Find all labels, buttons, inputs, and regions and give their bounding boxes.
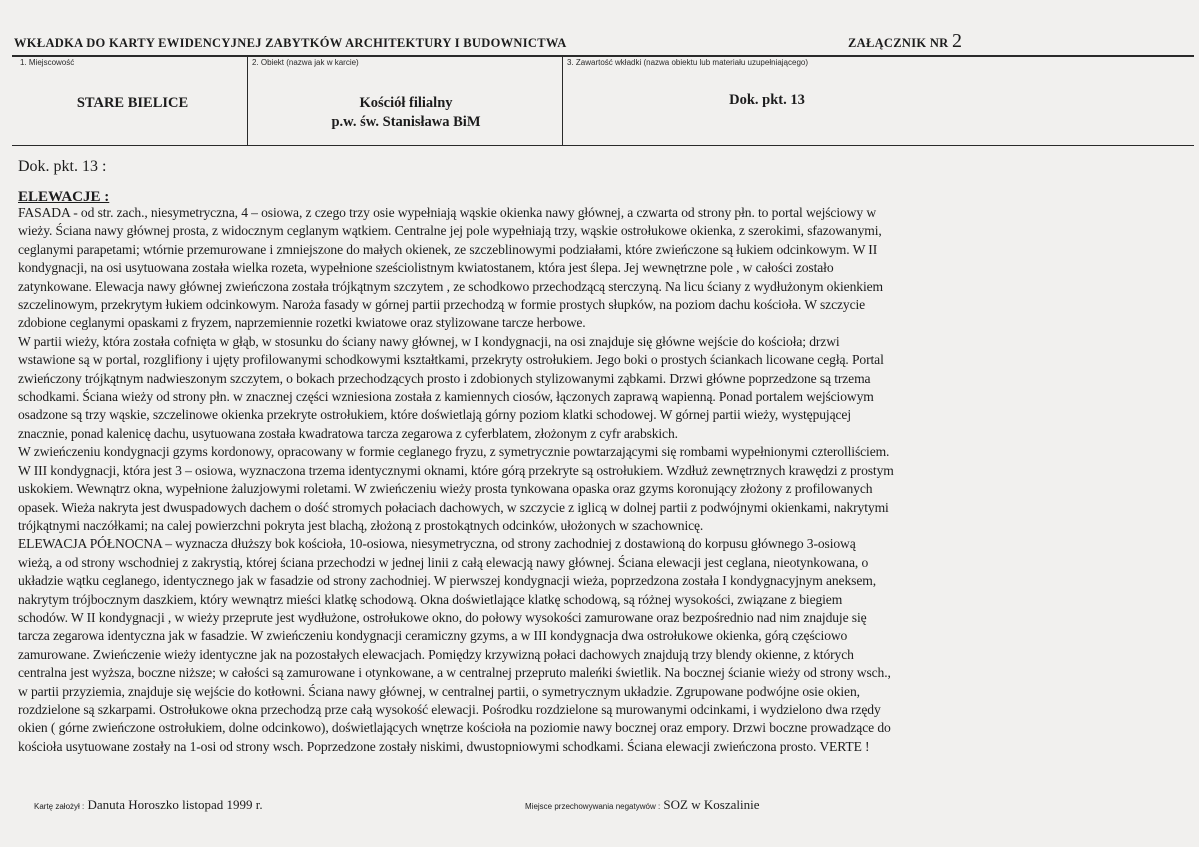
section-heading-elevations: ELEWACJE : (18, 189, 110, 205)
text-line: schodkami. Ściana wieży od strony płn. w znacznej części wzniesiona została z kamiennych ciosów, łączonych zaprawą wapienną. Ponad portalem wejściowym (18, 389, 874, 405)
storage-value: SOZ w Koszalinie (663, 797, 760, 812)
field-value-object (252, 94, 560, 132)
footer-compiler (34, 797, 263, 813)
text-line: rozdzielone są szkarpami. Ostrołukowe okna przechodzą prze całą wysokość elewacji. Pośrodku rozdzielone są murowanymi odcinkami, i wydzielono dwa rzędy (18, 701, 881, 717)
compiler-label: Kartę założył : (34, 802, 85, 811)
text-line: schodów. W II kondygnacji , w wieży przeprute jest wydłużone, ostrołukowe okno, do połowy wysokości zamurowane oraz bezpośrednio nad nim znajduje się (18, 609, 867, 625)
text-line: centralna jest wyższa, boczne niższe; w całości są zamurowane i otynkowane, a w centralnej przepruto maleńki świetlik. Na bocznej ścianie wieży od strony wsch., (18, 665, 891, 681)
text-line: zdobione ceglanymi opaskami z fryzem, naprzemiennie rozetki kwiatowe oraz stylizowane tarcze herbowe. (18, 315, 586, 331)
annex-number: 2 (951, 30, 963, 52)
text-line: wstawione są w portal, rozglifiony i ujęty profilowanymi schodkowymi kształtkami, przekryty ostrołukiem. Jego boki o prostych ściankach licowane cegłą. Portal (18, 352, 884, 368)
header-rule-top (12, 55, 1194, 57)
field-divider-1 (247, 57, 248, 145)
field-value-locality: STARE BIELICE (76, 95, 189, 111)
compiler-value: Danuta Horoszko listopad 1999 r. (87, 797, 263, 812)
text-line: kościoła usytuowane zostały na 1-osi od strony wsch. Poprzedzone zostały niskimi, dwustopniowymi schodkami. Ściana elewacji zwieńczona prosto. VERTE ! (18, 738, 870, 754)
field-divider-2 (562, 57, 563, 145)
text-line: znacznie, ponad kalenicę dachu, usytuowana została kwadratowa tarcza zegarowa z cyferblatem, złożonym z cyfr arabskich. (18, 425, 678, 441)
text-line: szczelinowym, przekrytym łukiem odcinkowym. Naroża fasady w górnej partii przechodzą w formie prostych słupków, na poziom dachu kościoła. W szczycie (18, 297, 866, 313)
text-line: trójkątnymi naczółkami; na calej powierzchni pokryta jest blachą, złożoną z prostokątnych odcinków, ułożonych w szachownicę. (18, 517, 704, 533)
text-line: opasek. Wieża nakryta jest dwuspadowych dachem o dość stromych połaciach dachowych, w szczycie z iglicą w dolnej partii z podwójnymi okienkami, nakrytymi (18, 499, 889, 515)
text-line: ceglanymi parapetami; wtórnie przemurowane i zmniejszone do małych okienek, ze szczeblinowymi podziałami, które zwieńczone są łukiem odcinkowym. W II (18, 241, 878, 257)
object-name-line1: Kościół filialny (359, 95, 453, 111)
text-line: nakrytym trójbocznym daszkiem, który wewnątrz mieści klatkę schodową. Okna doświetlające klatkę schodową, są różnej wysokości, związane z biegiem (18, 591, 843, 607)
text-line: W zwieńczeniu kondygnacji gzyms kordonowy, opracowany w formie ceglanego fryzu, z symetrycznie powtarzającymi się rombami wypełnionymi czterolliściem. (18, 444, 890, 460)
field-value-contents: Dok. pkt. 13 (729, 92, 805, 108)
text-line: W partii wieży, która została cofnięta w głąb, w stosunku do ściany nawy głównej, w I kondygnacji, na osi znajduje się główne wejście do kościoła; drzwi (18, 333, 840, 349)
text-line: wieżą, a od strony wschodniej z zakrystią, której ściana przechodzi w jednej linii z całą elewacją nawy głównej. Ściana elewacji jest ceglana, nieotynkowana, o (18, 554, 869, 570)
field-label-locality: 1. Miejscowość (20, 58, 75, 67)
header-rule-bottom (12, 145, 1194, 146)
text-line: kondygnacji, na osi usytuowana została wielka rozeta, wypełnione sześciolistnym kwiatostanem, która jest ślepa. Jej wewnętrzne pole , w całości zostało (18, 260, 834, 276)
annex-label-text: ZAŁĄCZNIK NR (848, 36, 949, 50)
text-line: okien ( górne zwieńczone ostrołukiem, dolne odcinkowo), doświetlających wnętrze kościoła na poziomie nawy bocznej oraz empory. Drzwi boczne prowadzące do (18, 720, 891, 736)
text-line: ELEWACJA PÓŁNOCNA – wyznacza dłuższy bok kościoła, 10-osiowa, niesymetryczna, od strony zachodniej z dostawioną do korpusu głównego 3-osiową (18, 536, 856, 552)
text-line: wieży. Ściana nawy głównej prosta, z widocznym ceglanym wątkiem. Centralne jej pole wypełniają trzy, wąskie ostrołukowe okienka, z szerokimi, sfazowanymi, (18, 223, 882, 239)
text-line: uskokiem. Wewnątrz okna, wypełnione żaluzjowymi roletami. W zwieńczeniu wieży prosta tynkowana opaska oraz gzyms koronujący złożony z profilowanych (18, 481, 873, 497)
field-label-object: 2. Obiekt (nazwa jak w karcie) (252, 58, 359, 67)
footer-storage (525, 797, 759, 813)
storage-label: Miejsce przechowywania negatywów : (525, 802, 661, 811)
document-reference: Dok. pkt. 13 : (18, 158, 107, 175)
text-line: zamurowane. Zwieńczenie wieży identyczne jak na pozostałych elewacjach. Pomiędzy krzywizną połaci dachowych znajdują trzy blendy okienne, z których (18, 646, 854, 662)
text-line: osadzone są trzy wąskie, szczelinowe okienka przekryte ostrołukiem, które doświetlają górny poziom klatki schodowej. W górnej partii wieży, występującej (18, 407, 851, 423)
field-label-contents: 3. Zawartość wkładki (nazwa obiektu lub materiału uzupełniającego) (567, 58, 809, 67)
text-line: zatynkowane. Elewacja nawy głównej zwieńczona została trójkątnym szczytem , ze schodkowo przechodzącą sterczyną. Na licu ściany z wydłużonym okienkiem (18, 278, 883, 294)
text-line: tarcza zegarowa identyczna jak w fasadzie. W zwieńczeniu kondygnacji ceramiczny gzyms, a w III kondygnacja dwa ostrołukowe okienka, górą częściowo (18, 628, 848, 644)
text-line: FASADA - od str. zach., niesymetryczna, 4 – osiowa, z czego trzy osie wypełniają wąskie okienka nawy głównej, a czwarta od strony płn. to portal wejściowy w (18, 205, 877, 220)
description-body (18, 204, 1198, 756)
text-line: układzie wątku ceglanego, identycznego jak w fasadzie od strony zachodniej. W pierwszej kondygnacji wieża, poprzedzona została I kondygnacyjnym aneksem, (18, 573, 876, 589)
form-title: WKŁADKA DO KARTY EWIDENCYJNEJ ZABYTKÓW ARCHITEKTURY I BUDOWNICTWA (14, 36, 567, 50)
object-name-line2: p.w. św. Stanisława BiM (331, 114, 481, 130)
text-line: w partii przyziemia, znajduje się wejście do kotłowni. Ściana nawy głównej, w centralnej partii, o symetrycznym układzie. Zgrupowane podwójne osie okien, (18, 683, 860, 699)
annex-label (848, 30, 962, 53)
text-line: zwieńczony trójkątnym nadwieszonym szczytem, o bokach przechodzących prosto i zdobionych stylizowanymi ząbkami. Drzwi główne poprzedzone są trzema (18, 370, 871, 386)
text-line: W III kondygnacji, która jest 3 – osiowa, wyznaczona trzema identycznymi oknami, które górą przekryte są ostrołukiem. Wzdłuż zewnętrznych krawędzi z prostym (18, 462, 894, 478)
